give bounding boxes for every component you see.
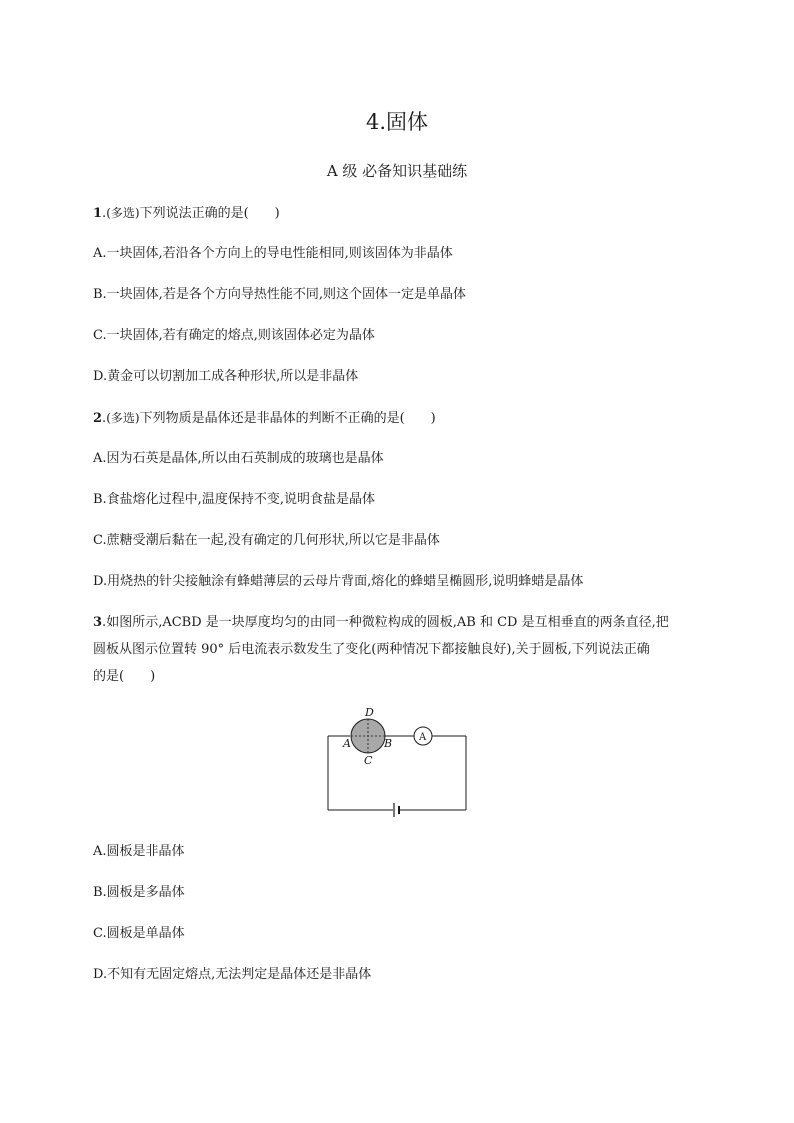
ammeter-label: A xyxy=(419,732,427,743)
section-subtitle: A 级 必备知识基础练 xyxy=(326,162,468,180)
question-2-option-d: D.用烧热的针尖接触涂有蜂蜡薄层的云母片背面,熔化的蜂蜡呈椭圆形,说明蜂蜡是晶体 xyxy=(93,574,584,589)
point-d-label: D xyxy=(365,706,374,719)
question-1-option-b: B.一块固体,若是各个方向导热性能不同,则这个固体一定是单晶体 xyxy=(93,287,466,302)
question-tag: (多选) xyxy=(106,206,140,220)
question-number: 1 xyxy=(93,206,103,221)
question-1-stem: 1.(多选)下列说法正确的是( ) xyxy=(93,206,280,221)
question-number: 3 xyxy=(93,615,103,630)
question-3-stem-line-1: 3.如图所示,ACBD 是一块厚度均匀的由同一种微粒构成的圆板,AB 和 CD 是互相垂直的两条直径,把 xyxy=(93,615,669,630)
question-text: 下列说法正确的是( ) xyxy=(139,206,280,221)
question-2-option-c: C.蔗糖受潮后黏在一起,没有确定的几何形状,所以它是非晶体 xyxy=(93,533,440,548)
point-a-label: A xyxy=(343,737,351,750)
question-1-option-d: D.黄金可以切割加工成各种形状,所以是非晶体 xyxy=(93,369,359,384)
question-3-option-c: C.圆板是单晶体 xyxy=(93,926,185,941)
question-2-option-b: B.食盐熔化过程中,温度保持不变,说明食盐是晶体 xyxy=(93,492,375,507)
question-number: 2 xyxy=(93,411,103,426)
question-text: 下列物质是晶体还是非晶体的判断不正确的是( ) xyxy=(139,411,436,426)
question-2-option-a: A.因为石英是晶体,所以由石英制成的玻璃也是晶体 xyxy=(93,451,384,466)
point-c-label: C xyxy=(364,754,373,767)
question-3-stem-line-3: 的是( ) xyxy=(93,669,156,684)
question-3-stem-line-2: 圆板从图示位置转 90° 后电流表示数发生了变化(两种情况下都接触良好),关于圆板,下列说法正确 xyxy=(93,642,650,657)
question-1-option-c: C.一块固体,若有确定的熔点,则该固体必定为晶体 xyxy=(93,328,375,343)
question-3-option-d: D.不知有无固定熔点,无法判定是晶体还是非晶体 xyxy=(93,967,372,982)
point-b-label: B xyxy=(384,737,393,750)
question-2-stem: 2.(多选)下列物质是晶体还是非晶体的判断不正确的是( ) xyxy=(93,411,436,426)
question-3-option-a: A.圆板是非晶体 xyxy=(93,844,185,859)
page-title: 4.固体 xyxy=(365,110,429,134)
question-text: 如图所示,ACBD 是一块厚度均匀的由同一种微粒构成的圆板,AB 和 CD 是互相垂直的两条直径,把 xyxy=(106,615,669,630)
question-tag: (多选) xyxy=(106,411,140,425)
circuit-diagram xyxy=(320,703,480,818)
question-1-option-a: A.一块固体,若沿各个方向上的导电性能相同,则该固体为非晶体 xyxy=(93,246,453,261)
question-3-option-b: B.圆板是多晶体 xyxy=(93,885,185,900)
